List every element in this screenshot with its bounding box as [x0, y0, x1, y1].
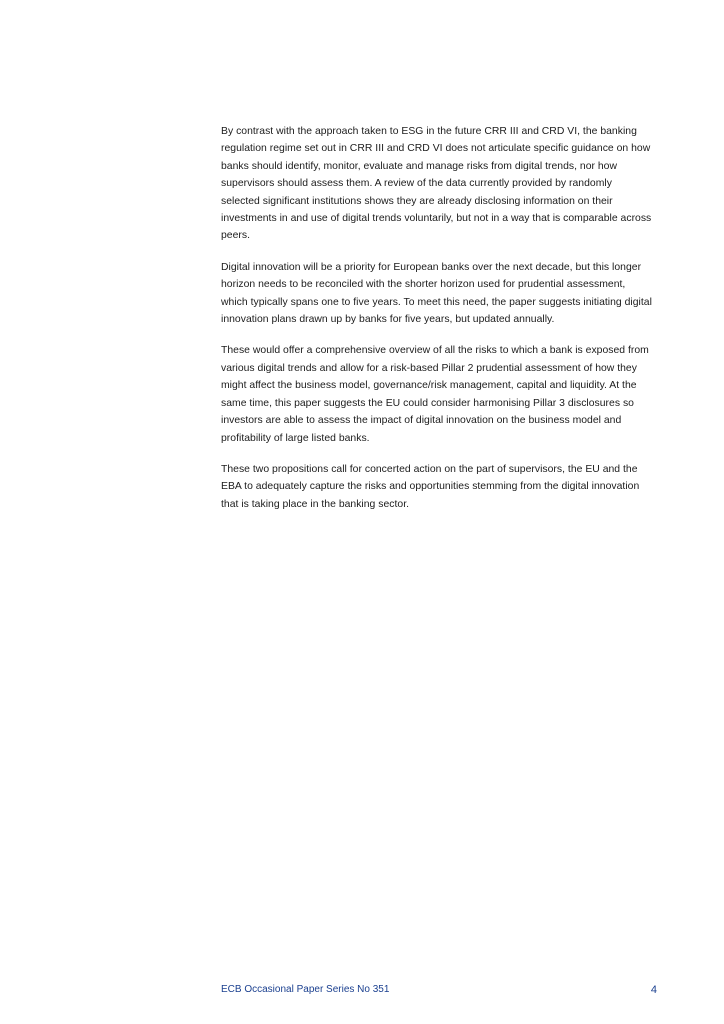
- page-footer: [221, 984, 657, 1000]
- paragraph-concerted-action: These two propositions call for concerted action on the part of supervisors, the EU and the EBA to adequately capture the risks and opportunities stemming from the digital innovation that is taking place in the banking sector.: [221, 463, 640, 510]
- paragraph-digital-innovation-priority: Digital innovation will be a priority for European banks over the next decade, but this longer horizon needs to be reconciled with the shorter horizon used for prudential assessment, which typically spans one to five years. To meet this need, the paper suggests initiating digital innovation plans drawn up by banks for five years, but updated annually.: [221, 261, 652, 326]
- footer-series-label: ECB Occasional Paper Series No 351: [221, 984, 390, 995]
- body-text: [221, 123, 653, 527]
- paragraph-esg-comparison: By contrast with the approach taken to ESG in the future CRR III and CRD VI, the banking regulation regime set out in CRR III and CRD VI does not articulate specific guidance on how banks should identify, monitor, evaluate and manage risks from digital trends, nor how supervisors should assess them. A review of the data currently provided by randomly selected significant institutions shows they are already disclosing information on their investments in and use of digital trends voluntarily, but not in a way that is comparable across peers.: [221, 126, 652, 242]
- page-number: 4: [650, 984, 657, 996]
- paragraph-risk-overview: These would offer a comprehensive overview of all the risks to which a bank is exposed from various digital trends and allow for a risk-based Pillar 2 prudential assessment of how they might affect the business model, governance/risk management, capital and liquidity. At the same time, this paper suggests the EU could consider harmonising Pillar 3 disclosures so investors are able to assess the impact of digital innovation on the business model and profitability of large listed banks.: [221, 345, 649, 444]
